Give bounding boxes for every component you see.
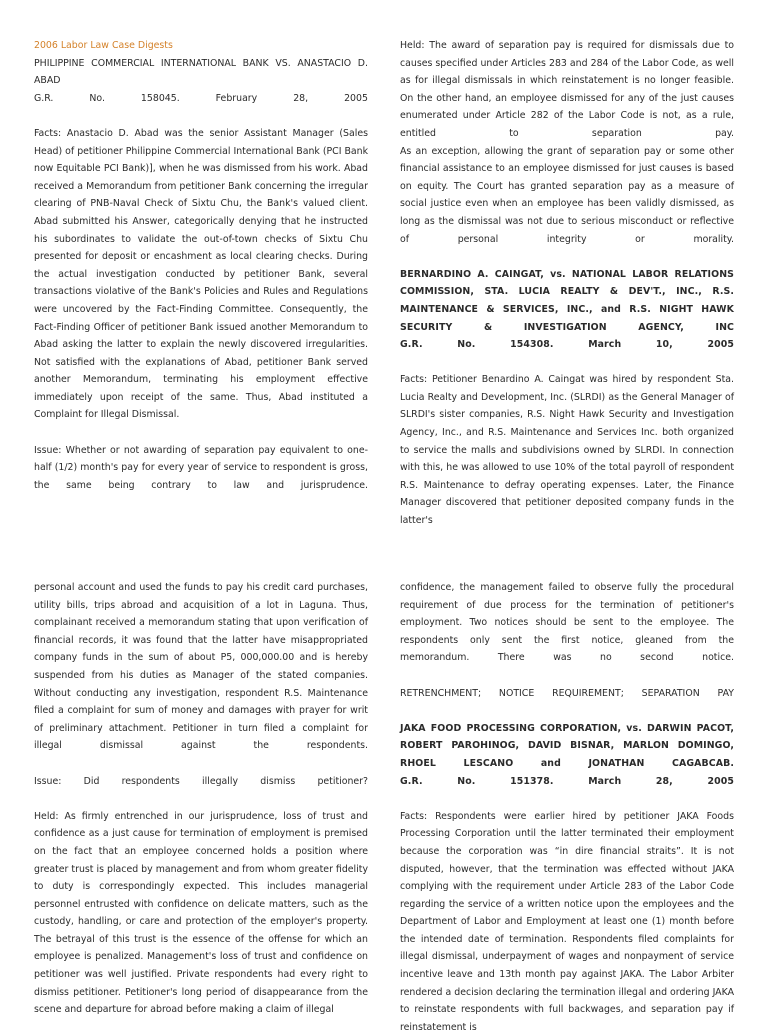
column-top-right [400,37,734,527]
issue-paragraph: Issue: Did respondents illegally dismiss petitioner? [34,775,368,787]
held-paragraph: Held: As firmly entrenched in our jurisprudence, loss of trust and confidence as a just cause for termination of employment is premised on the fact that an employee concerned holds a position where greater trust is placed by management and from whom greater fidelity to duty is correspondingly expected. This includes managerial personnel entrusted with confidence on delicate matters, such as the custody, handling, or care and protection of the employer's property. The betrayal of this trust is the essence of the offense for which an employee is penalized. Management's loss of trust and confidence on petitioner was well justified. Private respondents had every right to dismiss petitioner. Petitioner's long period of disappearance from the scene and departure for abroad before making a claim of illegal [34,810,368,1016]
exception-paragraph: As an exception, allowing the grant of separation pay or some other financial assistance to an employee dismissed for just causes is based on equity. The Court has granted separation pay as a measure of social justice even when an employee has been validly dismissed, as long as the dismissal was not due to serious misconduct or reflective of personal integrity or morality. [400,145,734,245]
case-title: PHILIPPINE COMMERCIAL INTERNATIONAL BANK VS. ANASTACIO D. ABAD [34,57,368,87]
facts-paragraph: Facts: Petitioner Benardino A. Caingat was hired by respondent Sta. Lucia Realty and Development, Inc. (SLRDI) as the General Manager of SLRDI's sister companies, R.S. Night Hawk Security and Investigation Agency, Inc., and R.S. Maintenance and Services Inc. both organized to service the malls and subdivisions owned by SLRDI. In connection with this, he was allowed to use 10% of the total payroll of respondent R.S. Maintenance to defray operating expenses. Later, the Finance Manager discovered that petitioner deposited company funds in the latter's [400,374,734,527]
case-title: JAKA FOOD PROCESSING CORPORATION, vs. DARWIN PACOT, ROBERT PAROHINOG, DAVID BISNAR, MARLON DOMINGO, RHOEL LESCANO and JONATHAN CAGABCAB. [400,722,734,769]
case-title: BERNARDINO A. CAINGAT, vs. NATIONAL LABOR RELATIONS COMMISSION, STA. LUCIA REALTY & DEV'T., INC., R.S. MAINTENANCE & SERVICES, INC., and R.S. NIGHT HAWK SECURITY & INVESTIGATION AGENCY, INC [400,268,734,333]
issue-paragraph: Issue: Whether or not awarding of separation pay equivalent to one-half (1/2) month's pay for every year of service to respondent is gross, the same being contrary to law and jurisprudence. [34,444,368,491]
column-bottom-right [400,579,734,1033]
held-paragraph: Held: The award of separation pay is required for dismissals due to causes specified under Articles 283 and 284 of the Labor Code, as well as for illegal dismissals in which reinstatement is no longer feasible. On the other hand, an employee dismissed for any of the just causes enumerated under Article 282 of the Labor Code is not, as a rule, entitled to separation pay. [400,40,734,139]
facts-paragraph: Facts: Respondents were earlier hired by petitioner JAKA Foods Processing Corporation until the latter terminated their employment because the corporation was “in dire financial straits”. It is not disputed, however, that the termination was effected without JAKA complying with the requirement under Article 283 of the Labor Code regarding the service of a written notice upon the employees and the Department of Labor and Employment at least one (1) month before the intended date of termination. Respondents filed complaints for illegal dismissal, underpayment of wages and nonpayment of service incentive leave and 13th month pay against JAKA. The Labor Arbiter rendered a decision declaring the termination illegal and ordering JAKA to reinstate respondents with full backwages, and separation pay if reinstatement is [400,810,734,1033]
topics-line: RETRENCHMENT; NOTICE REQUIREMENT; SEPARATION PAY [400,687,734,699]
column-bottom-left [34,579,368,1024]
facts-paragraph: Facts: Anastacio D. Abad was the senior Assistant Manager (Sales Head) of petitioner Philippine Commercial International Bank (PCI Bank now Equitable PCI Bank)], when he was dismissed from his work. Abad received a Memorandum from petitioner Bank concerning the irregular clearing of PNB-Naval Check of Sixtu Chu, the Bank's valued client. Abad submitted his Answer, categorically denying that he instructed his subordinates to validate the out-of-town checks of Sixtu Chu presented for deposit or encashment as local clearing checks. During the actual investigation conducted by petitioner Bank, several transactions violative of the Bank's Policies and Rules and Regulations were uncovered by the Fact-Finding Committee. Consequently, the Fact-Finding Officer of petitioner Bank issued another Memorandum to Abad asking the latter to explain the newly discovered irregularities. Not satisfied with the explanations of Abad, petitioner Bank served another Memorandum, terminating his employment effective immediately upon receipt of the same. Thus, Abad instituted a Complaint for Illegal Dismissal. [34,127,368,421]
gr-number-line: G.R. No. 154308. March 10, 2005 [400,339,734,351]
gr-number-line: G.R. No. 158045. February 28, 2005 [34,92,368,104]
gr-number-line: G.R. No. 151378. March 28, 2005 [400,775,734,787]
column-top-left [34,37,368,505]
held-continued-paragraph: confidence, the management failed to observe fully the procedural requirement of due process for the termination of petitioner's employment. Two notices should be sent to the employee. The respondents only sent the first notice, gleaned from the memorandum. There was no second notice. [400,582,734,664]
facts-continued-paragraph: personal account and used the funds to pay his credit card purchases, utility bills, trips abroad and acquisition of a lot in Laguna. Thus, complainant received a memorandum stating that upon verification of financial records, it was found that the latter have misappropriated company funds in the sum of about P5, 000,000.00 and is hereby suspended from his duties as Manager of the stated companies. Without conducting any investigation, respondent R.S. Maintenance filed a complaint for sum of money and damages with prayer for writ of preliminary attachment. Petitioner in turn filed a complaint for illegal dismissal against the respondents. [34,582,368,752]
series-title: 2006 Labor Law Case Digests [34,40,173,51]
